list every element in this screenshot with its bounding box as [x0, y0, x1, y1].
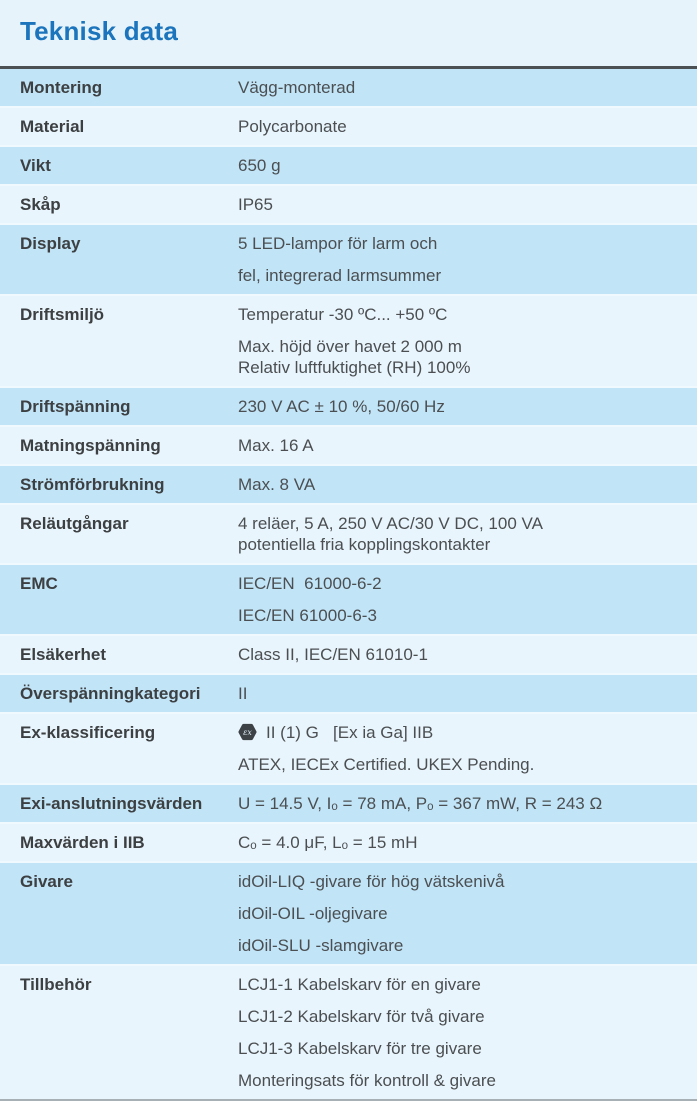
- spec-value: [238, 194, 697, 215]
- spec-value-text: potentiella fria kopplingskontakter: [238, 535, 491, 554]
- spec-value-line: [238, 832, 687, 853]
- spec-value-text: 4 reläer, 5 A, 250 V AC/30 V DC, 100 VA: [238, 514, 543, 533]
- spec-value-text: Relativ luftfuktighet (RH) 100%: [238, 358, 471, 377]
- table-row: [0, 464, 697, 503]
- spec-value: [238, 116, 697, 137]
- spec-value-text: idOil-LIQ -givare för hög vätskenivå: [238, 872, 505, 891]
- spec-value-line: [238, 513, 687, 534]
- spec-value-line: [238, 116, 687, 137]
- spec-value-text: LCJ1-2 Kabelskarv för två givare: [238, 1007, 485, 1026]
- spec-label: Skåp: [20, 195, 61, 214]
- spec-value-line: [238, 336, 687, 357]
- table-row: [0, 673, 697, 712]
- spec-value-text: Max. höjd över havet 2 000 m: [238, 337, 462, 356]
- spec-value: [238, 573, 697, 626]
- table-row: [0, 106, 697, 145]
- spec-value-line: [238, 573, 687, 594]
- table-row: [0, 145, 697, 184]
- spec-label: Driftspänning: [20, 397, 131, 416]
- spec-value-text: Vägg-monterad: [238, 78, 356, 97]
- spec-value-text: Max. 8 VA: [238, 475, 316, 494]
- spec-value-line: [238, 396, 687, 417]
- spec-value-line: [238, 903, 687, 924]
- spec-value-line: [238, 265, 687, 286]
- table-row: [0, 563, 697, 634]
- spec-value-text: 5 LED-lampor för larm och: [238, 234, 438, 253]
- spec-value-text: 230 V AC ± 10 %, 50/60 Hz: [238, 397, 445, 416]
- spec-label: Reläutgångar: [20, 514, 129, 533]
- spec-value-text: Cₒ = 4.0 μF, Lₒ = 15 mH: [238, 833, 418, 852]
- spec-value: [238, 793, 697, 814]
- spec-value-text: 650 g: [238, 156, 281, 175]
- spec-value-line: [238, 1038, 687, 1059]
- spec-label: Driftsmiljö: [20, 305, 105, 324]
- spec-label: Strömförbrukning: [20, 475, 165, 494]
- spec-value: [238, 435, 697, 456]
- spec-value-text: ATEX, IECEx Certified. UKEX Pending.: [238, 755, 535, 774]
- spec-value-line: [238, 935, 687, 956]
- spec-value-text: Polycarbonate: [238, 117, 347, 136]
- spec-label: Montering: [20, 78, 103, 97]
- spec-label: EMC: [20, 574, 58, 593]
- spec-label: Vikt: [20, 156, 51, 175]
- spec-value: [238, 722, 697, 775]
- table-row: [0, 783, 697, 822]
- spec-value: [238, 832, 697, 853]
- table-row: [0, 822, 697, 861]
- spec-value-line: [238, 1070, 687, 1091]
- spec-value-line: [238, 793, 687, 814]
- spec-value-text: II: [238, 684, 248, 703]
- spec-value-text: Monteringsats för kontroll & givare: [238, 1071, 496, 1090]
- spec-value: [238, 683, 697, 704]
- tech-spec-table: [0, 66, 697, 1101]
- spec-label: Överspänningkategori: [20, 684, 201, 703]
- spec-value: [238, 77, 697, 98]
- spec-value-line: [238, 474, 687, 495]
- spec-value-text: LCJ1-1 Kabelskarv för en givare: [238, 975, 481, 994]
- table-row: [0, 503, 697, 563]
- spec-value-line: [238, 683, 687, 704]
- spec-value-line: [238, 534, 687, 555]
- spec-value-line: [238, 155, 687, 176]
- spec-value: [238, 396, 697, 417]
- table-row: [0, 223, 697, 294]
- spec-label: Display: [20, 234, 81, 253]
- spec-value: [238, 474, 697, 495]
- spec-label: Ex-klassificering: [20, 723, 156, 742]
- spec-value-text: IP65: [238, 195, 273, 214]
- spec-value: [238, 871, 697, 956]
- table-row: [0, 69, 697, 106]
- spec-value: [238, 974, 697, 1091]
- spec-value-text: fel, integrerad larmsummer: [238, 266, 442, 285]
- table-row: [0, 634, 697, 673]
- table-row: [0, 184, 697, 223]
- spec-value-line: [238, 722, 687, 743]
- spec-value-text: idOil-OIL -oljegivare: [238, 904, 388, 923]
- spec-label: Exi-anslutningsvärden: [20, 794, 203, 813]
- atex-ex-icon: [238, 723, 257, 741]
- table-row: [0, 861, 697, 964]
- table-row: [0, 386, 697, 425]
- spec-value-text: IEC/EN 61000-6-2: [238, 574, 382, 593]
- spec-value-text: idOil-SLU -slamgivare: [238, 936, 404, 955]
- spec-label: Matningspänning: [20, 436, 161, 455]
- spec-value-line: [238, 435, 687, 456]
- spec-value-line: [238, 871, 687, 892]
- spec-value: [238, 644, 697, 665]
- spec-value-text: U = 14.5 V, Iₒ = 78 mA, Pₒ = 367 mW, R = 243 Ω: [238, 794, 603, 813]
- spec-value-text: IEC/EN 61000-6-3: [238, 606, 377, 625]
- spec-value-line: [238, 754, 687, 775]
- spec-value-text: LCJ1-3 Kabelskarv för tre givare: [238, 1039, 482, 1058]
- spec-label: Givare: [20, 872, 73, 891]
- spec-value: [238, 304, 697, 378]
- table-row: [0, 964, 697, 1099]
- spec-label: Maxvärden i IIB: [20, 833, 145, 852]
- spec-value: [238, 233, 697, 286]
- spec-label: Elsäkerhet: [20, 645, 106, 664]
- spec-value-text: Max. 16 A: [238, 436, 314, 455]
- spec-value-line: [238, 605, 687, 626]
- spec-value-text: Temperatur -30 ºC... +50 ºC: [238, 305, 448, 324]
- spec-value: [238, 155, 697, 176]
- spec-value-text: Class II, IEC/EN 61010-1: [238, 645, 428, 664]
- table-row: [0, 294, 697, 386]
- spec-label: Material: [20, 117, 85, 136]
- table-row: [0, 712, 697, 783]
- spec-value-line: [238, 194, 687, 215]
- spec-value-line: [238, 77, 687, 98]
- svg-text:εx: εx: [243, 728, 252, 738]
- spec-value-line: [238, 644, 687, 665]
- page-title: Teknisk data: [20, 16, 178, 46]
- spec-value-line: [238, 1006, 687, 1027]
- spec-value: [238, 513, 697, 555]
- spec-label: Tillbehör: [20, 975, 92, 994]
- spec-value-line: [238, 357, 687, 378]
- table-row: [0, 425, 697, 464]
- spec-value-text: II (1) G [Ex ia Ga] IIB: [266, 723, 434, 742]
- spec-value-line: [238, 233, 687, 254]
- spec-value-line: [238, 304, 687, 325]
